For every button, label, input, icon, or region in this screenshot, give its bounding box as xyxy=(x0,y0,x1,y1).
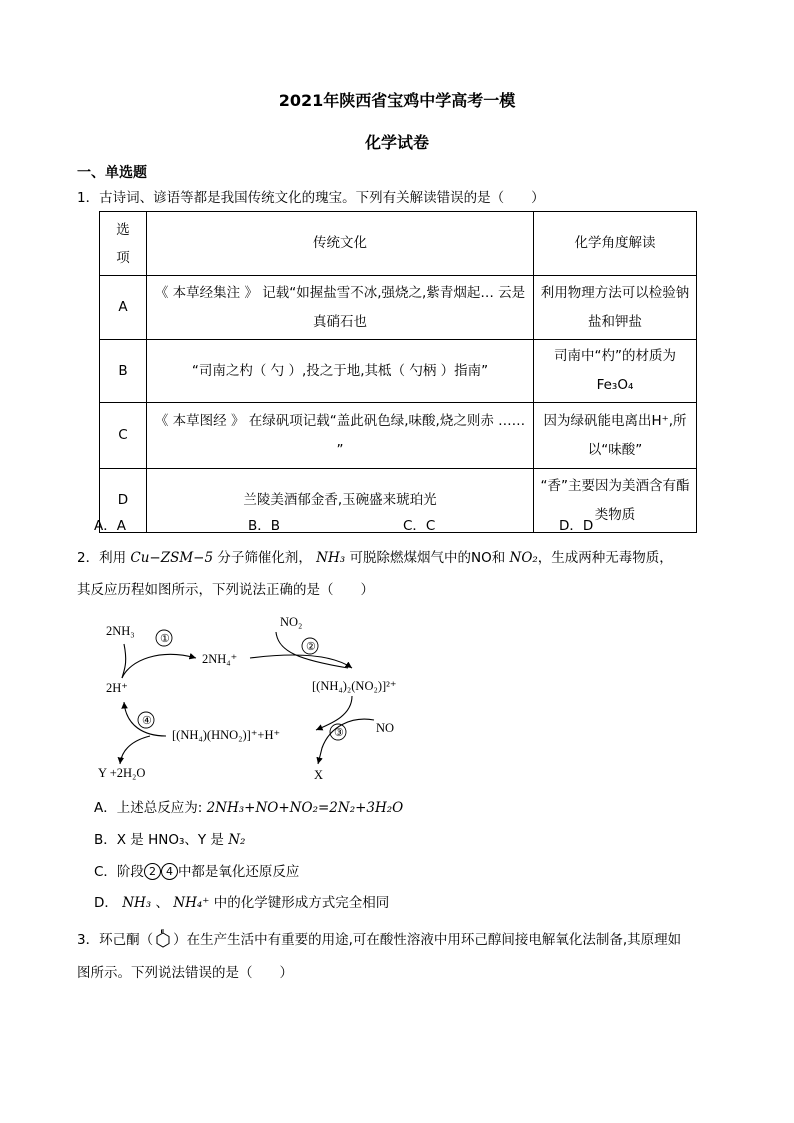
q1-choice-b: B．B xyxy=(248,518,281,534)
label-2h: 2H⁺ xyxy=(106,681,128,695)
q3-stem-line2: 图所示。下列说法错误的是（ ） xyxy=(77,965,293,981)
label-complex2: [(NH₄)(HNO₂)]⁺+H⁺ xyxy=(172,728,281,742)
q2-option-c xyxy=(94,860,299,880)
q2-option-c-suffix: 中都是氧化还原反应 xyxy=(177,864,300,880)
row-interpretation: 司南中“杓”的材质为Fe₃O₄ xyxy=(534,340,697,403)
label-y: Y +2H₂O xyxy=(98,766,146,780)
label-complex1: [(NH₄)₂(NO₂)]²⁺ xyxy=(312,679,397,693)
q1-choice-a: A．A xyxy=(94,518,126,534)
q2-stem-part: 分子筛催化剂， xyxy=(217,550,312,566)
row-option: B xyxy=(100,340,147,403)
q2-stem-part: ，生成两种无毒物质， xyxy=(537,550,673,566)
q2-option-b-prefix: B．X 是 HNO₃、Y 是 xyxy=(94,832,224,848)
label-no2: NO₂ xyxy=(280,615,303,629)
q1-choice-c: C．C xyxy=(403,518,436,534)
step-mark-4: 4 xyxy=(161,863,178,880)
label-2nh4: 2NH₄⁺ xyxy=(202,652,238,666)
row-option: A xyxy=(100,276,147,340)
q2-nh3: NH₃ xyxy=(316,550,346,566)
row-culture: 《 本草经集注 》 记载“如握盐雪不冰,强烧之,紫青烟起… 云是真硝石也 xyxy=(147,276,534,340)
q2-option-b xyxy=(94,828,245,848)
table-row xyxy=(100,469,697,533)
cyclohexanone-icon xyxy=(153,929,173,949)
row-culture: 《 本草图经 》 在绿矾项记载“盖此矾色绿,味酸,烧之则赤 …… ” xyxy=(147,403,534,469)
table-row xyxy=(100,276,697,340)
label-no: NO xyxy=(376,721,395,735)
row-interpretation: 因为绿矾能电离出H⁺,所以“味酸” xyxy=(534,403,697,469)
label-2nh3: 2NH₃ xyxy=(106,624,135,638)
q3-stem-part: 3．环己酮（ xyxy=(77,932,154,948)
step-label-2: ② xyxy=(306,641,316,653)
arrow-to-y xyxy=(120,736,150,764)
step-label-3: ③ xyxy=(334,727,344,739)
table-header-culture: 传统文化 xyxy=(147,212,534,276)
q2-option-b-equation: N₂ xyxy=(228,832,246,848)
exam-subtitle: 化学试卷 xyxy=(364,133,429,152)
q2-stem-line2: 其反应历程如图所示，下列说法正确的是（ ） xyxy=(77,582,374,598)
q2-catalyst: Cu−ZSM−5 xyxy=(130,550,214,566)
q3-stem-part: ）在生产生活中有重要的用途,可在酸性溶液中用环己醇间接电解氧化法制备,其原理如 xyxy=(173,932,682,948)
table-row xyxy=(100,340,697,403)
row-culture: 兰陵美酒郁金香,玉碗盛来琥珀光 xyxy=(147,469,534,533)
q2-option-d-prefix: D． xyxy=(94,895,118,911)
table-header-option: 选 项 xyxy=(100,212,147,276)
table-header-interpretation: 化学角度解读 xyxy=(534,212,697,276)
step-label-4: ④ xyxy=(142,715,152,727)
reaction-diagram xyxy=(90,608,430,788)
q2-no2: NO₂ xyxy=(509,550,538,566)
q1-choice-d: D．D xyxy=(559,518,594,534)
q2-option-a-prefix: A．上述总反应为: xyxy=(94,800,203,816)
row-culture: “司南之杓（ 勺 ）,投之于地,其柢（ 勺柄 ）指南” xyxy=(147,340,534,403)
section-heading: 一、单选题 xyxy=(77,165,147,181)
q3-stem-line1 xyxy=(77,928,681,949)
q2-stem-part: 可脱除燃煤烟气中的NO和 xyxy=(349,550,506,566)
q2-option-d-sep: 、 xyxy=(155,895,169,911)
row-option: D xyxy=(100,469,147,533)
row-interpretation: “香”主要因为美酒含有酯类物质 xyxy=(534,469,697,533)
q2-option-d-suffix: 中的化学键形成方式完全相同 xyxy=(213,895,390,911)
step-label-1: ① xyxy=(160,633,170,645)
q1-stem: 1．古诗词、谚语等都是我国传统文化的瑰宝。下列有关解读错误的是（ ） xyxy=(77,190,545,206)
q2-option-c-prefix: C．阶段 xyxy=(94,864,144,880)
table-header-row xyxy=(100,212,697,276)
label-x: X xyxy=(314,768,324,782)
q2-stem-line1 xyxy=(77,546,673,566)
table-row xyxy=(100,403,697,469)
q2-option-d-nh3: NH₃ xyxy=(122,895,152,911)
q2-option-a-equation: 2NH₃+NO+NO₂=2N₂+3H₂O xyxy=(206,800,404,816)
row-option: C xyxy=(100,403,147,469)
q2-option-d-nh4: NH₄⁺ xyxy=(173,895,210,911)
row-interpretation: 利用物理方法可以检验钠盐和钾盐 xyxy=(534,276,697,340)
step-mark-2: 2 xyxy=(144,863,161,880)
q2-option-a xyxy=(94,796,403,816)
exam-title: 2021年陕西省宝鸡中学高考一模 xyxy=(278,91,516,110)
arrow-step1 xyxy=(122,654,196,678)
q2-stem-part: 2．利用 xyxy=(77,550,127,566)
q1-table xyxy=(99,211,697,533)
q2-option-d xyxy=(94,891,389,911)
